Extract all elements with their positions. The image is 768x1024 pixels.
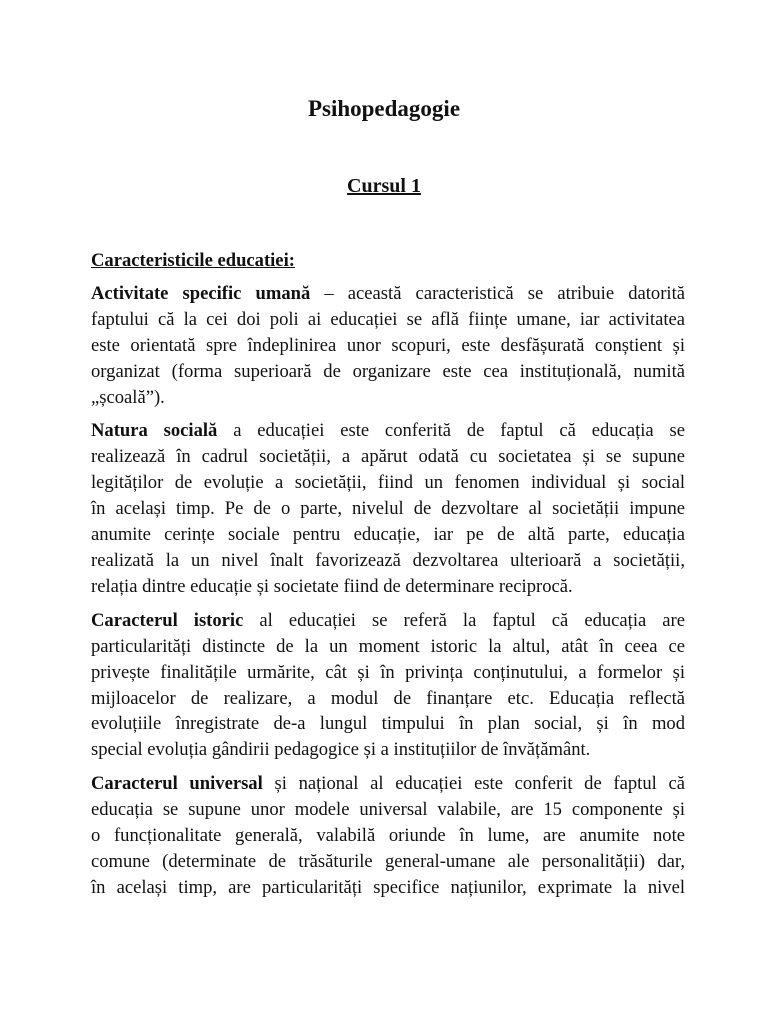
course-title: Cursul 1 (347, 175, 421, 197)
paragraph-line: o funcționalitate generală, valabilă oriunde în lume, are anumite note (91, 825, 685, 847)
paragraph-line: comune (determinate de trăsăturile general-umane ale personalității) dar, (91, 850, 685, 872)
paragraph-line: „școală”). (91, 386, 165, 408)
paragraph-line: mijloacelor de realizare, a modul de finanțare etc. Educația reflectă (91, 687, 685, 709)
paragraph-line: realizată la un nivel înalt favorizează dezvoltarea ulterioară a societății, (91, 549, 685, 571)
paragraph-line: faptului că la cei doi poli ai educației se află ființe umane, iar activitatea (91, 308, 685, 330)
paragraph-line: legităților de evoluție a societății, fiind un fenomen individual și social (91, 472, 685, 494)
paragraph-lead-term: Caracterul istoric (91, 609, 244, 631)
paragraph-line: realizează în cadrul societății, a apărut odată cu societatea și se supune (91, 446, 685, 468)
paragraph-line (91, 281, 685, 307)
paragraph-natura-sociala (91, 418, 685, 599)
section-heading: Caracteristicile educatiei: (91, 250, 295, 271)
paragraph-caracterul-istoric (91, 608, 685, 763)
paragraph-line: relația dintre educație și societate fiind de determinare reciprocă. (91, 575, 573, 597)
paragraph-line: educația se supune unor modele universal valabile, are 15 componente și (91, 799, 685, 821)
paragraph-line: organizat (forma superioară de organizare este cea instituțională, numită (91, 360, 685, 382)
paragraph-line (91, 418, 685, 444)
paragraph-caracterul-universal (91, 771, 685, 901)
paragraph-line (91, 608, 685, 634)
paragraph-line: în același timp. Pe de o parte, nivelul de dezvoltare al societății impune (91, 498, 685, 520)
paragraph-line: este orientată spre îndeplinirea unor scopuri, este desfășurată conștient și (91, 334, 685, 356)
paragraph-line: special evoluția gândirii pedagogice și a instituțiilor de învățământ. (91, 739, 591, 761)
paragraph-text: a educației este conferită de faptul că educația se (217, 420, 685, 442)
paragraph-text: – această caracteristică se atribuie datorită (310, 282, 685, 304)
paragraph-text: al educației se referă la faptul că educația are (243, 609, 685, 631)
paragraph-lead-term: Natura socială (91, 420, 218, 442)
paragraph-line: anumite cerințe sociale pentru educație, iar pe de altă parte, educația (91, 524, 685, 546)
paragraph-text: și național al educației este conferit de faptul că (262, 773, 685, 795)
document-body (91, 248, 685, 909)
paragraph-line (91, 771, 685, 797)
paragraph-line: evoluțiile înregistrate de-a lungul timpului în plan social, și în mod (91, 713, 685, 735)
document-title: Psihopedagogie (307, 96, 461, 121)
paragraph-line: particularități distincte de la un moment istoric la altul, atât în ceea ce (91, 635, 685, 657)
paragraph-activitate-specific-umana (91, 281, 685, 411)
paragraph-line: în același timp, are particularități specifice națiunilor, exprimate la nivel (91, 876, 685, 898)
paragraph-lead-term: Activitate specific umană (91, 282, 311, 304)
paragraph-line: privește finalitățile urmărite, cât și în privința conținutului, a formelor și (91, 661, 685, 683)
paragraph-lead-term: Caracterul universal (91, 773, 263, 795)
